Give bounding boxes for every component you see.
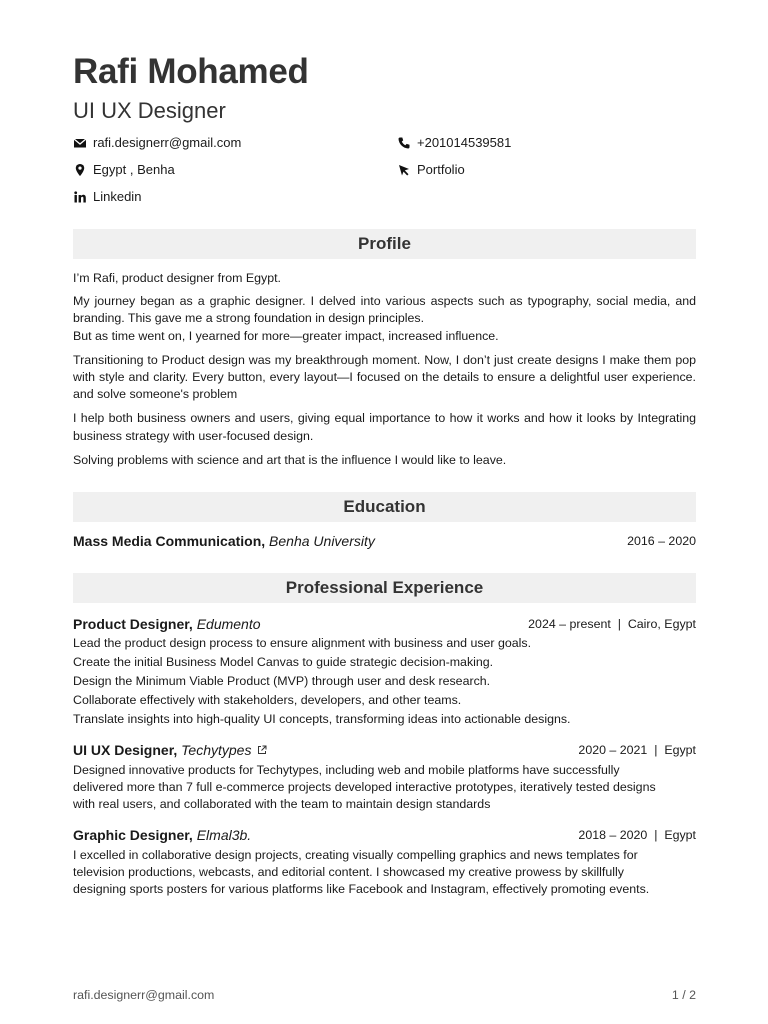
contact-email-text: rafi.designerr@gmail.com — [93, 135, 242, 150]
education-section-header — [73, 492, 696, 522]
education-entry — [73, 532, 696, 550]
job-line: with real users, and collaborated with the team to maintain design standards — [73, 797, 491, 812]
phone-icon — [397, 136, 411, 150]
profile-heading: Profile — [358, 234, 411, 253]
job-title — [73, 742, 267, 758]
contact-email[interactable] — [73, 135, 241, 150]
profile-paragraph: I help both business owners and users, giving equal importance to how it works and how it looks by Integrating business strategy with user-focused design. — [73, 411, 696, 443]
linkedin-icon — [73, 190, 87, 204]
job-line: television productions, webcasts, and editorial content. I showcased my creative prowess by skillfully — [73, 865, 624, 880]
job-title — [73, 827, 251, 843]
contact-linkedin-link[interactable]: Linkedin — [93, 189, 142, 204]
footer-page-number: 1 / 2 — [671, 988, 696, 1002]
job-company[interactable]: Techytypes — [181, 742, 252, 758]
job-line: Designed innovative products for Techytypes, including web and mobile platforms have successfully — [73, 763, 620, 777]
job-bullet: Design the Minimum Viable Product (MVP) through user and desk research. — [73, 674, 491, 688]
job-position: Graphic Designer, — [73, 827, 193, 843]
job-company: Elmal3b. — [196, 827, 252, 843]
profile-paragraph: My journey began as a graphic designer. I delved into various aspects such as typography, social media, and branding. This gave me a strong foundation in design principles. — [73, 294, 696, 326]
cursor-icon — [397, 163, 411, 177]
footer-email: rafi.designerr@gmail.com — [73, 988, 215, 1002]
candidate-name: Rafi Mohamed — [73, 52, 309, 91]
experience-section-header — [73, 573, 696, 603]
job-meta: 2020 – 2021 | Egypt — [578, 743, 696, 757]
job-bullet: Translate insights into high-quality UI concepts, transforming ideas into actionable designs. — [73, 712, 571, 726]
job-entry-header — [73, 615, 696, 633]
job-description — [73, 847, 696, 899]
contact-location — [73, 162, 175, 177]
job-position: Product Designer, — [73, 616, 193, 632]
job-description — [73, 762, 696, 814]
job-bullet: Create the initial Business Model Canvas to guide strategic decision-making. — [73, 655, 494, 669]
job-description — [73, 634, 696, 729]
education-degree: Mass Media Communication, — [73, 533, 266, 549]
profile-text — [73, 270, 696, 469]
profile-paragraph: Solving problems with science and art that is the influence I would like to leave. — [73, 452, 507, 467]
experience-heading: Professional Experience — [285, 578, 484, 597]
envelope-icon — [73, 136, 87, 150]
job-title — [73, 616, 261, 632]
contact-location-text: Egypt , Benha — [93, 162, 175, 177]
job-meta: 2018 – 2020 | Egypt — [578, 828, 696, 842]
contact-portfolio[interactable] — [397, 162, 465, 177]
job-bullet: Lead the product design process to ensure alignment with business and user goals. — [73, 636, 532, 650]
job-line: delivered more than 7 full e-commerce projects developed interactive prototypes, iteratively tested designs — [73, 780, 656, 795]
job-entry-header — [73, 826, 696, 844]
contact-linkedin[interactable] — [73, 189, 141, 204]
profile-paragraph: But as time went on, I yearned for more—greater impact, increased influence. — [73, 328, 499, 343]
contact-phone[interactable] — [397, 135, 511, 150]
job-position: UI UX Designer, — [73, 742, 178, 758]
education-dates: 2016 – 2020 — [627, 534, 696, 548]
contact-portfolio-link[interactable]: Portfolio — [417, 162, 465, 177]
job-entry-header — [73, 741, 696, 759]
job-company: Edumento — [196, 616, 261, 632]
profile-paragraph: I’m Rafi, product designer from Egypt. — [73, 271, 281, 285]
profile-paragraph: Transitioning to Product design was my breakthrough moment. Now, I don’t just create designs I make them pop with style and clarity. Every button, every layout—I focused on the details to ensure a delightful user experience. and solve someone's problem — [73, 352, 696, 402]
education-school: Benha University — [269, 533, 375, 549]
job-line: I excelled in collaborative design projects, creating visually compelling graphics and news templates for — [73, 848, 638, 862]
external-link-icon[interactable] — [257, 745, 267, 755]
contact-phone-text: +201014539581 — [417, 135, 512, 150]
job-bullet: Collaborate effectively with stakeholders, developers, and other teams. — [73, 693, 462, 707]
job-meta: 2024 – present | Cairo, Egypt — [528, 617, 696, 631]
job-line: designing sports posters for various platforms like Facebook and Instagram, effectively promoting events. — [73, 882, 650, 897]
education-heading: Education — [343, 497, 426, 516]
education-title — [73, 533, 375, 549]
location-pin-icon — [73, 163, 87, 177]
candidate-role: UI UX Designer — [73, 98, 226, 123]
profile-section-header — [73, 229, 696, 259]
